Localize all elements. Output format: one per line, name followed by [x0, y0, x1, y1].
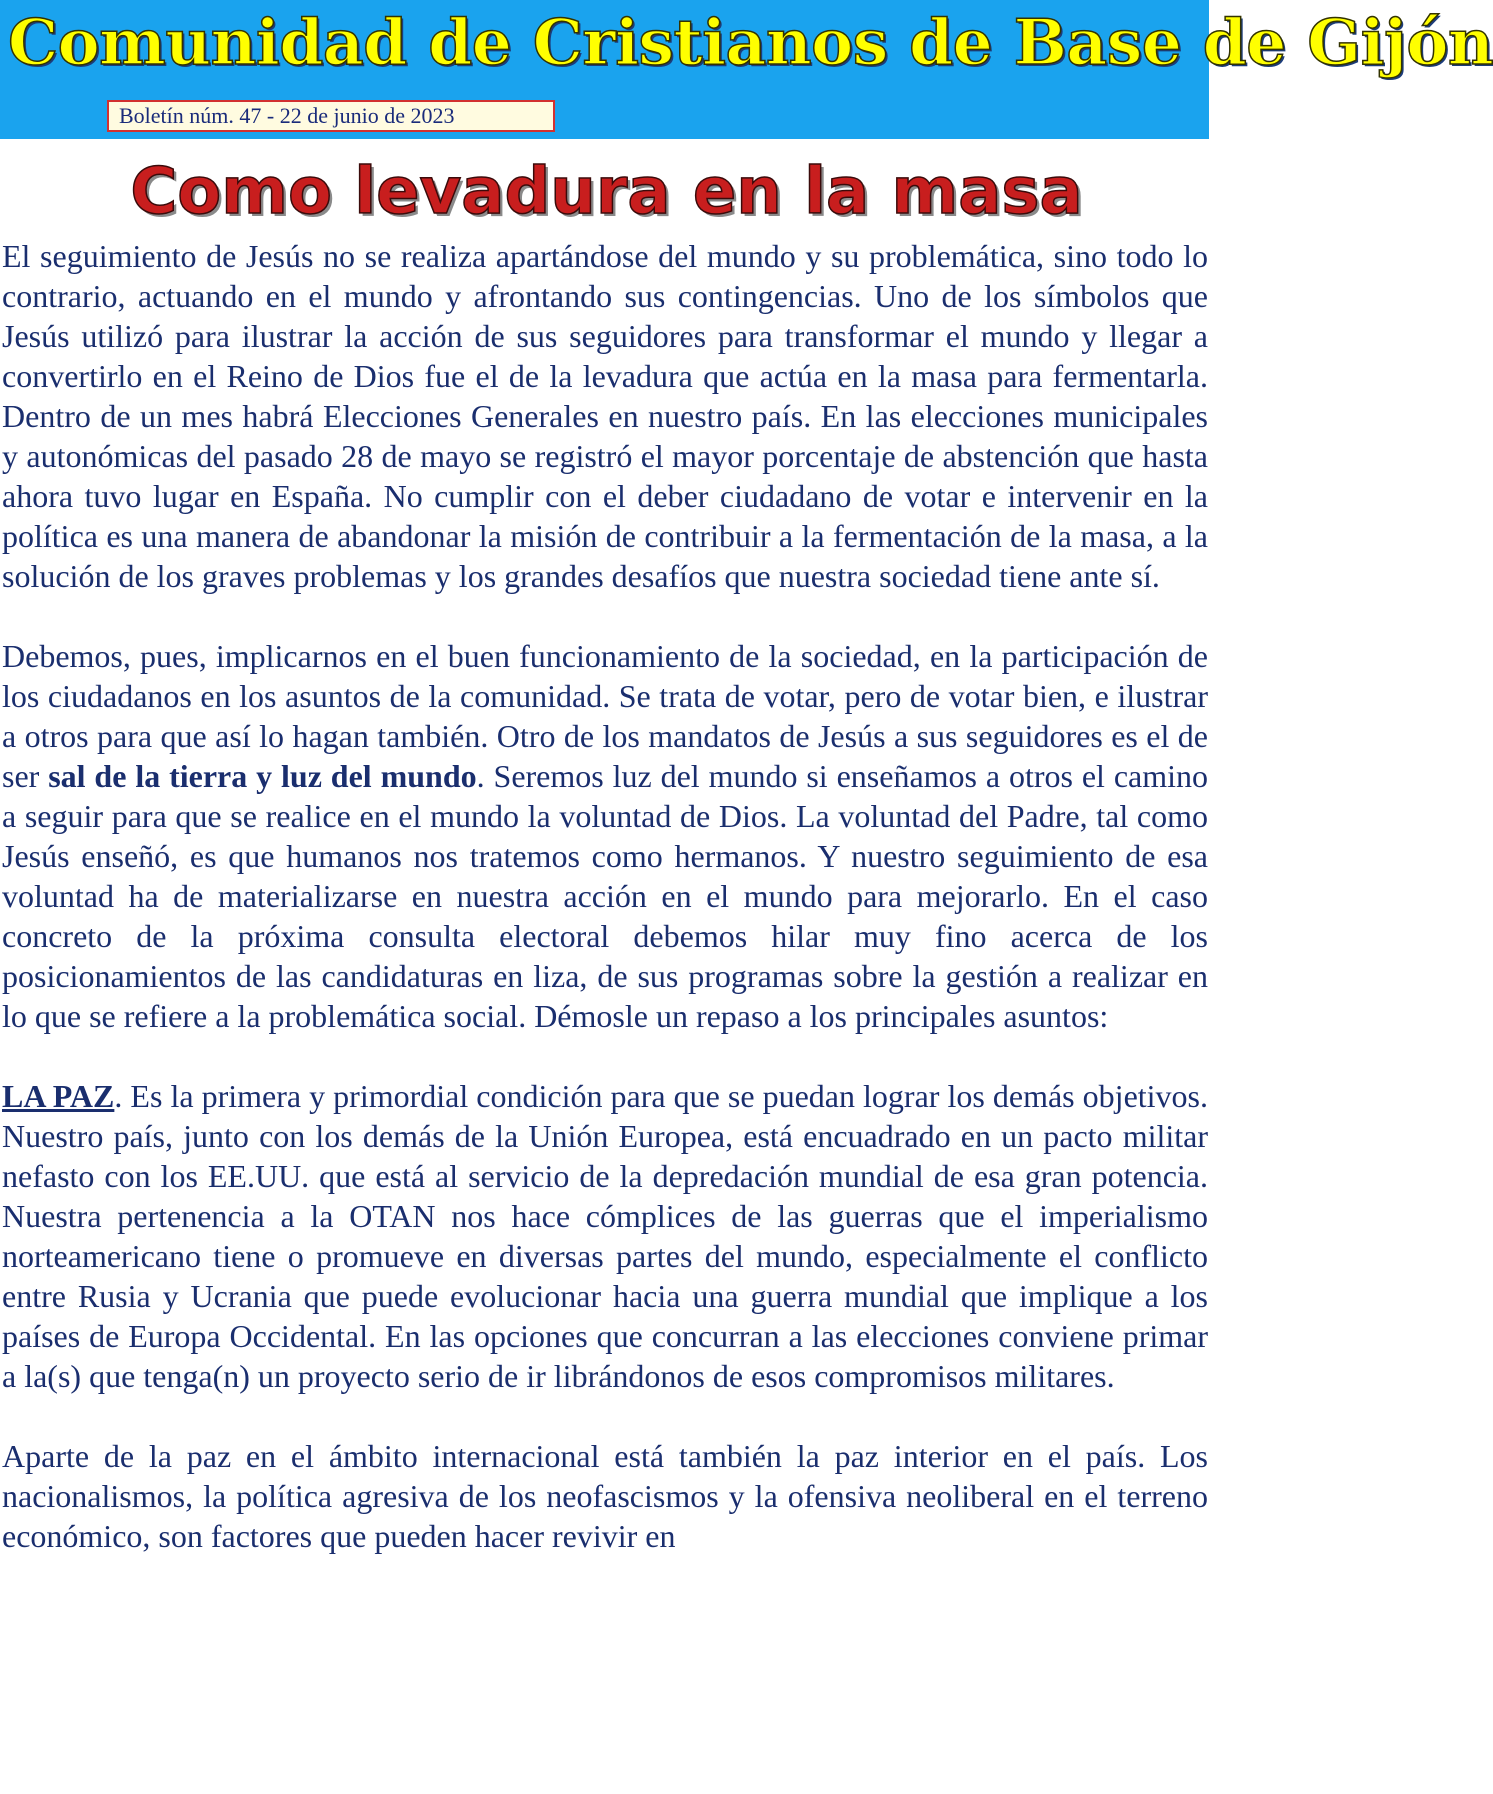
header-banner: [0, 0, 1493, 139]
paragraph-peace-body: . Es la primera y primordial condición para que se puedan lograr los demás objetivos. Nuestro país, junto con los demás de la Unión Europea, está encuadrado en un pacto militar nefasto con los EE.UU. que está al servicio de la depredación mundial de esa gran potencia. Nuestra pertenencia a la OTAN nos hace cómplices de las guerras que el imperialismo norteamericano tiene o promueve en diversas partes del mundo, especialmente el conflicto entre Rusia y Ucrania que puede evolucionar hacia una guerra mundial que implique a los países de Europa Occidental. En las opciones que concurran a las elecciones conviene primar a la(s) que tenga(n) un proyecto serio de ir librándonos de esos compromisos militares.: [2, 1078, 1209, 1394]
issue-label: Boletín núm. 47 - 22 de junio de 2023: [107, 100, 555, 132]
paragraph-2-end: . Seremos luz del mundo si enseñamos a otros el camino a seguir para que se realice en el mundo la voluntad de Dios. La voluntad del Padre, tal como Jesús enseñó, es que humanos nos tratemos como hermanos. Y nuestro seguimiento de esa voluntad ha de materializarse en nuestra acción en el mundo para mejorarlo. En el caso concreto de la próxima consulta electoral debemos hilar muy fino acerca de los posicionamientos de las candidaturas en liza, de sus programas sobre la gestión a realizar en lo que se refiere a la problemática social. Démosle un repaso a los principales asuntos:: [2, 758, 1209, 1034]
paragraph-peace: [2, 1076, 1208, 1396]
section-heading-peace: LA PAZ: [2, 1078, 115, 1114]
paragraph-2: [2, 636, 1208, 1036]
paragraph-1: El seguimiento de Jesús no se realiza apartándose del mundo y su problemática, sino todo lo contrario, actuando en el mundo y afrontando sus contingencias. Uno de los símbolos que Jesús utilizó para ilustrar la acción de sus seguidores para transformar el mundo y llegar a convertirlo en el Reino de Dios fue el de la levadura que actúa en la masa para fermentarla. Dentro de un mes habrá Elecciones Generales en nuestro país. En las elecciones municipales y autonómicas del pasado 28 de mayo se registró el mayor porcentaje de abstención que hasta ahora tuvo lugar en España. No cumplir con el deber ciudadano de votar e intervenir en la política es una manera de abandonar la misión de contribuir a la fermentación de la masa, a la solución de los graves problemas y los grandes desafíos que nuestra sociedad tiene ante sí.: [2, 238, 1208, 594]
paragraph-2-start: Debemos, pues, implicarnos en el buen funcionamiento de la sociedad, en la participación de los ciudadanos en los asuntos de la comunidad. Se trata de votar, pero de votar bien, e ilustrar a otros para que así lo hagan también. Otro de los mandatos de Jesús a sus seguidores es el de ser: [2, 638, 1208, 794]
article-headline: Como levadura en la masa: [130, 155, 1083, 229]
article-body: [2, 236, 1208, 1596]
paragraph-4: Aparte de la paz en el ámbito internacional está también la paz interior en el país. Los nacionalismos, la política agresiva de los neofascismos y la ofensiva neoliberal en el terreno económico, son factores que pueden hacer revivir en: [2, 1438, 1208, 1554]
salt-and-light-phrase: sal de la tierra y luz del mundo: [48, 758, 477, 794]
community-title: Comunidad de Cristianos de Base de Gijón: [8, 5, 1493, 79]
